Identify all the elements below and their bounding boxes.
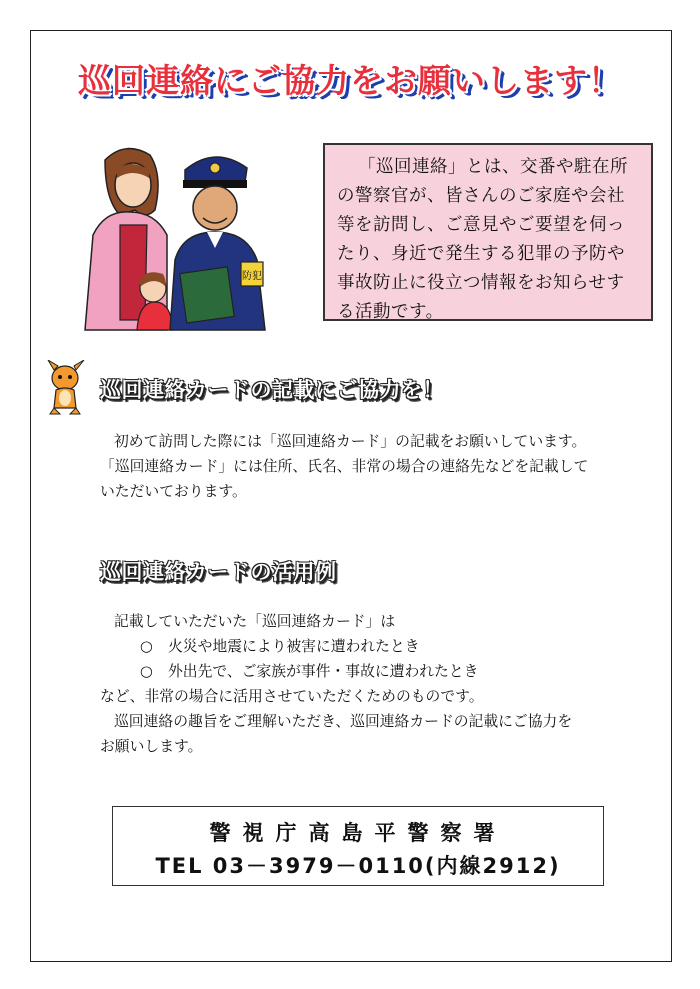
main-title: 巡回連絡にご協力をお願いします！ xyxy=(78,61,622,100)
section2-text xyxy=(100,609,660,759)
section1-text xyxy=(100,429,660,504)
armband-text: 防犯 xyxy=(242,271,262,282)
section2-line: お願いします。 xyxy=(100,738,203,755)
telephone-number: TEL 03－3979－0110(内線2912) xyxy=(155,854,561,878)
intro-box: 「巡回連絡」とは、交番や駐在所の警察官が、皆さんのご家庭や会社等を訪問し、ご意見やご要望を伺ったり、身近で発生する犯罪の予防や事故防止に役立つ情報をお知らせする活動です。 xyxy=(323,143,653,321)
bullet-item xyxy=(100,659,660,684)
contact-box xyxy=(112,806,604,886)
section2-line: など、非常の場合に活用させていただくためのものです。 xyxy=(100,688,484,705)
section1-line: 「巡回連絡カード」には住所、氏名、非常の場合の連絡先などを記載して xyxy=(100,458,589,475)
section2-line: 巡回連絡の趣旨をご理解いただき、巡回連絡カードの記載にご協力を xyxy=(114,713,573,730)
section2-heading: 巡回連絡カードの活用例 xyxy=(100,560,337,584)
section1-heading: 巡回連絡カードの記載にご協力を！ xyxy=(100,378,444,402)
bullet-item xyxy=(100,634,660,659)
mascot-icon xyxy=(42,360,88,415)
bullet-circle-icon: ○ xyxy=(140,638,153,655)
bullet-text: 外出先で、ご家族が事件・事故に遭われたとき xyxy=(168,663,479,680)
section2-lead: 記載していただいた「巡回連絡カード」は xyxy=(114,613,396,630)
section1-line: 初めて訪問した際には「巡回連絡カード」の記載をお願いしています。 xyxy=(114,433,587,450)
section1-line: いただいております。 xyxy=(100,483,247,500)
police-visit-illustration xyxy=(75,140,295,335)
police-station-name: 警視庁高島平警察署 xyxy=(209,821,507,845)
bullet-circle-icon: ○ xyxy=(140,663,153,680)
bullet-text: 火災や地震により被害に遭われたとき xyxy=(168,638,420,655)
